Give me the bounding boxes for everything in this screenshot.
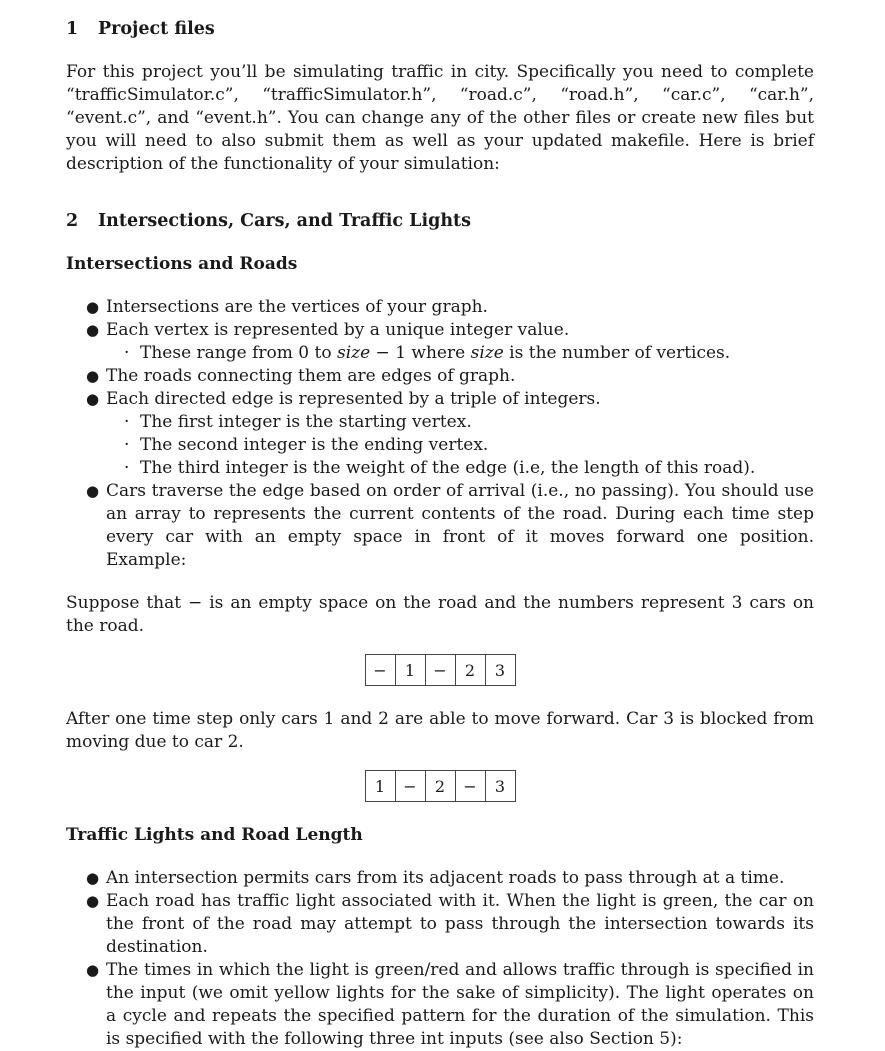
list-item-text: Each road has traffic light associated with it. When the light is green, the car on the front of the road may attempt to pass through the intersection towards its destination. <box>106 891 814 957</box>
road-cell: 2 <box>456 654 486 686</box>
list-item <box>66 480 814 572</box>
lights-bullet-list <box>66 867 814 1051</box>
bullet-icon: ● <box>86 482 100 500</box>
list-item-text: Each directed edge is represented by a triple of integers. <box>106 389 601 409</box>
list-item <box>66 890 814 959</box>
bullet-icon: ● <box>86 390 100 408</box>
list-item <box>66 867 814 890</box>
sub-list <box>106 342 814 365</box>
list-item <box>66 365 814 388</box>
sub-list-item <box>106 411 814 434</box>
section-heading-intersections <box>66 210 814 233</box>
list-item <box>66 959 814 1051</box>
list-item <box>66 319 814 365</box>
bullet-icon: ● <box>86 892 100 910</box>
after-step-text: After one time step only cars 1 and 2 are able to move forward. Car 3 is blocked from moving due to car 2. <box>66 709 814 752</box>
list-item <box>66 388 814 480</box>
sub-list <box>106 411 814 480</box>
road-cell: − <box>456 770 486 802</box>
dot-icon: · <box>124 458 130 478</box>
list-item-text: Cars traverse the edge based on order of arrival (i.e., no passing). You should use an array to represents the current contents of the road. During each time step every car with an empty space in front of it moves forward one position. Example: <box>106 481 814 570</box>
section-title: Intersections, Cars, and Traffic Lights <box>98 211 471 231</box>
list-item <box>66 296 814 319</box>
example-intro: Suppose that − is an empty space on the road and the numbers represent 3 cars on the road. <box>66 593 814 636</box>
road-cell: 1 <box>365 770 396 802</box>
subsection-heading-lights: Traffic Lights and Road Length <box>66 825 363 845</box>
sub-list-item <box>106 434 814 457</box>
list-item-text: The roads connecting them are edges of graph. <box>106 366 516 386</box>
bullet-icon: ● <box>86 298 100 316</box>
sub-list-item <box>106 342 814 365</box>
list-item-text: The times in which the light is green/red and allows traffic through is specified in the input (we omit yellow lights for the sake of simplicity). The light operates on a cycle and repeats the specified pattern for the duration of the simulation. This is specified with the following three int inputs (see also Section 5): <box>106 960 814 1049</box>
road-cell: 2 <box>426 770 456 802</box>
dot-icon: · <box>124 343 130 363</box>
sub-item-text: The first integer is the starting vertex. <box>140 412 472 432</box>
sub-item-text: The second integer is the ending vertex. <box>140 435 489 455</box>
list-item-text: An intersection permits cars from its adjacent roads to pass through at a time. <box>106 868 785 888</box>
document-page <box>66 18 814 1051</box>
subsection-heading-roads: Intersections and Roads <box>66 254 298 274</box>
list-item-text: Each vertex is represented by a unique integer value. <box>106 320 570 340</box>
roads-bullet-list <box>66 296 814 572</box>
sub-item-text: These range from 0 to size − 1 where size is the number of vertices. <box>140 343 731 363</box>
section-number: 2 <box>66 211 79 231</box>
dot-icon: · <box>124 412 130 432</box>
road-cell: 1 <box>396 654 426 686</box>
section-heading-project-files <box>66 18 814 41</box>
bullet-icon: ● <box>86 869 100 887</box>
dot-icon: · <box>124 435 130 455</box>
sub-list-item <box>106 457 814 480</box>
bullet-icon: ● <box>86 321 100 339</box>
section-title: Project files <box>98 19 215 39</box>
section-number: 1 <box>66 19 79 39</box>
road-cell: − <box>396 770 426 802</box>
project-files-paragraph: For this project you’ll be simulating traffic in city. Specifically you need to complete “trafficSimulator.c”, “trafficSimulator.h”, “road.c”, “road.h”, “car.c”, “car.h”, “event.c”, and “event.h”. You can change any of the other files or create new files but you will need to also submit them as well as your updated makefile. Here is brief description of the functionality of your simulation: <box>66 62 814 174</box>
road-array-before <box>66 654 814 686</box>
bullet-icon: ● <box>86 367 100 385</box>
list-item-text: Intersections are the vertices of your graph. <box>106 297 488 317</box>
road-cell: − <box>365 654 396 686</box>
road-cell: 3 <box>486 654 516 686</box>
bullet-icon: ● <box>86 961 100 979</box>
road-cell: 3 <box>486 770 516 802</box>
sub-item-text: The third integer is the weight of the edge (i.e, the length of this road). <box>140 458 756 478</box>
road-array-after <box>66 770 814 802</box>
road-cell: − <box>426 654 456 686</box>
